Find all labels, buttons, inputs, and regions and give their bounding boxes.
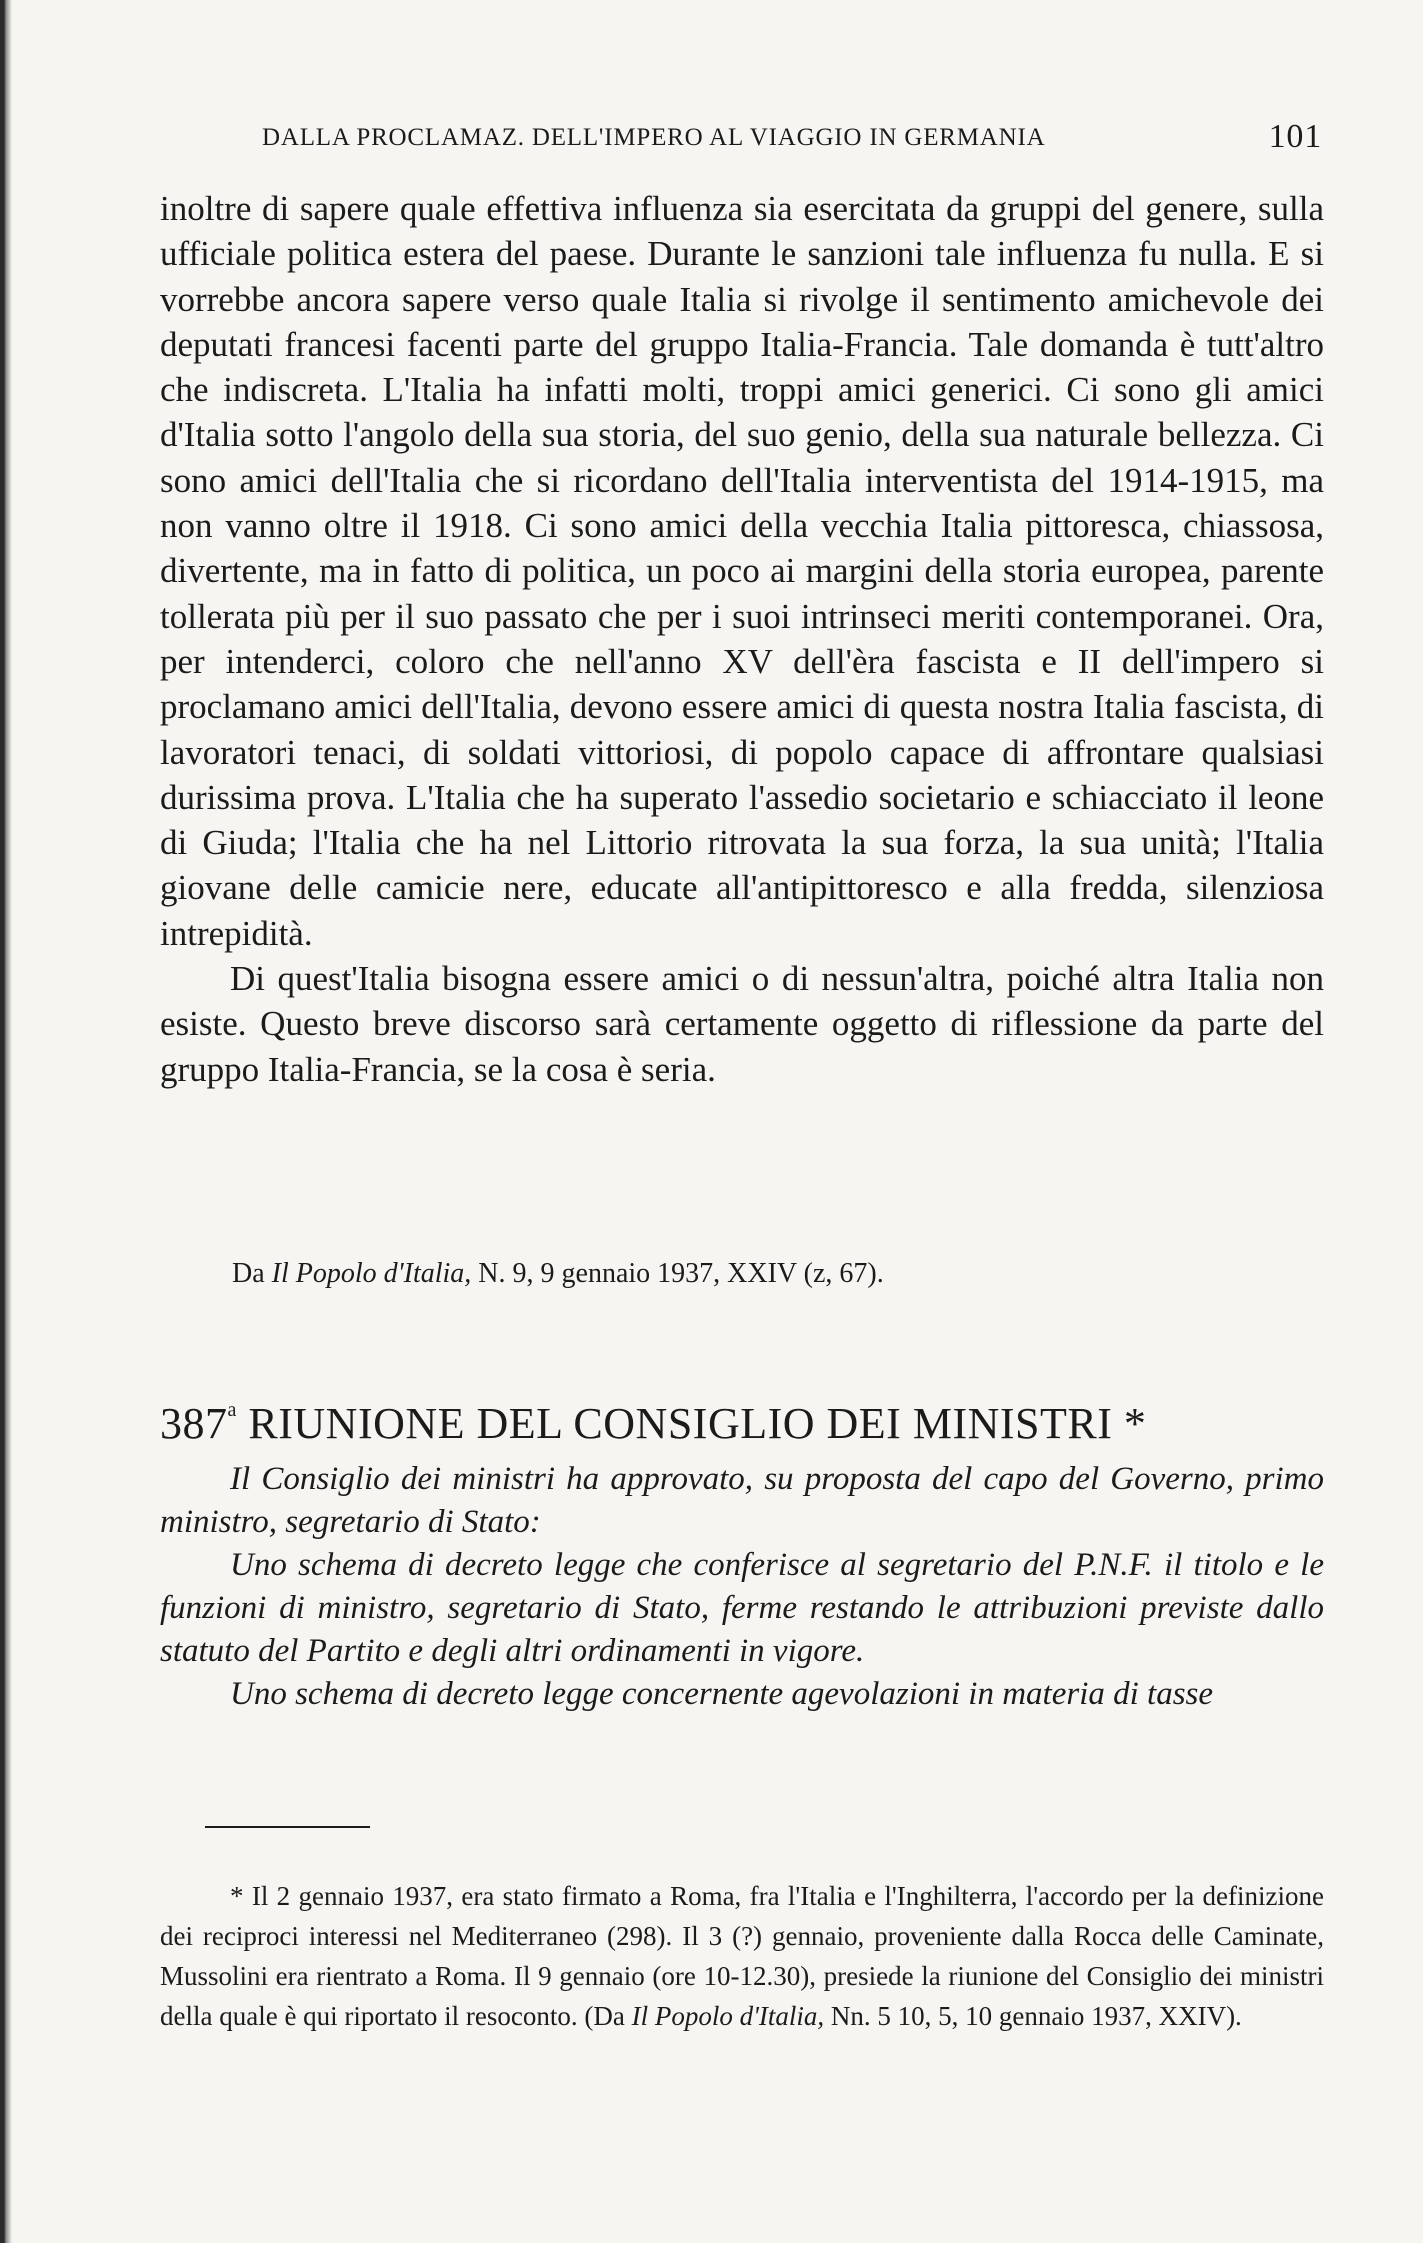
body-paragraph-1: inoltre di sapere quale effettiva influenza sia esercitata da gruppi del genere, sulla ufficiale politica estera del paese. Durante le sanzioni tale influenza fu nulla. E si vorrebbe ancora sapere verso quale Italia si rivolge il sentimento amichevole dei deputati francesi facenti parte del gruppo Italia-Francia. Tale domanda è tutt'altro che indiscreta. L'Italia ha infatti molti, troppi amici generici. Ci sono gli amici d'Italia sotto l'angolo della sua storia, del suo genio, della sua naturale bellezza. Ci sono amici dell'Italia che si ricordano dell'Italia interventista del 1914-1915, ma non vanno oltre il 1918. Ci sono amici della vecchia Italia pittoresca, chiassosa, divertente, ma in fatto di politica, un poco ai margini della storia europea, parente tollerata più per il suo passato che per i suoi intrinseci meriti contemporanei. Ora, per intenderci, coloro che nell'anno XV dell'èra fascista e II dell'impero si proclamano amici dell'Italia, devono essere amici di questa nostra Italia fascista, di lavoratori tenaci, di soldati vittoriosi, di popolo capace di affrontare qualsiasi durissima prova. L'Italia che ha superato l'assedio societario e schiacciato il leone di Giuda; l'Italia che ha nel Littorio ritrovata la sua forza, la sua unità; l'Italia giovane delle camicie nere, educate all'antipittoresco e alla fredda, silenziosa intrepidità. <box>160 189 1324 953</box>
footnote <box>160 1876 1324 2036</box>
footnote-publication: Il Popolo d'Italia, <box>631 2001 825 2031</box>
section-heading <box>160 1398 1324 1449</box>
section-ordinal-suffix: a <box>227 1399 237 1421</box>
communique-paragraph-2: Uno schema di decreto legge che conferisce al segretario del P.N.F. il titolo e le funzioni di ministro, segretario di Stato, ferme restando le attribuzioni previste dallo statuto del Partito e degli altri ordinamenti in vigore. <box>160 1547 1324 1669</box>
running-head-title: DALLA PROCLAMAZ. DELL'IMPERO AL VIAGGIO IN GERMANIA <box>262 124 1046 151</box>
communique-paragraph-3: Uno schema di decreto legge concernente agevolazioni in materia di tasse <box>230 1676 1214 1712</box>
running-head <box>262 118 1322 158</box>
source-publication: Il Popolo d'Italia, <box>271 1258 472 1289</box>
source-details: N. 9, 9 gennaio 1937, XXIV (z, 67). <box>478 1258 884 1289</box>
footnote-divider <box>205 1826 370 1828</box>
section-number: 387 <box>160 1399 228 1448</box>
communique-paragraph-1: Il Consiglio dei ministri ha approvato, su proposta del capo del Governo, primo ministro, segretario di Stato: <box>160 1461 1324 1540</box>
page-number: 101 <box>1268 118 1322 155</box>
footnote-text-after: Nn. 5 10, 5, 10 gennaio 1937, XXIV). <box>830 2001 1242 2031</box>
article-body <box>160 186 1324 1092</box>
communique <box>160 1458 1324 1716</box>
source-citation <box>232 1258 1232 1290</box>
source-prefix: Da <box>232 1258 265 1289</box>
section-title: RIUNIONE DEL CONSIGLIO DEI MINISTRI * <box>248 1399 1147 1448</box>
body-paragraph-2: Di quest'Italia bisogna essere amici o di nessun'altra, poiché altra Italia non esiste. Questo breve discorso sarà certamente oggetto di riflessione da parte del gruppo Italia-Francia, se la cosa è seria. <box>160 959 1324 1089</box>
footnote-text-before: * Il 2 gennaio 1937, era stato firmato a Roma, fra l'Italia e l'Inghilterra, l'accordo per la definizione dei reciproci interessi nel Mediterraneo (298). Il 3 (?) gennaio, proveniente dalla Rocca delle Caminate, Mussolini era rientrato a Roma. Il 9 gennaio (ore 10-12.30), presiede la riunione del Consiglio dei ministri della quale è qui riportato il resoconto. (Da <box>160 1881 1324 2031</box>
